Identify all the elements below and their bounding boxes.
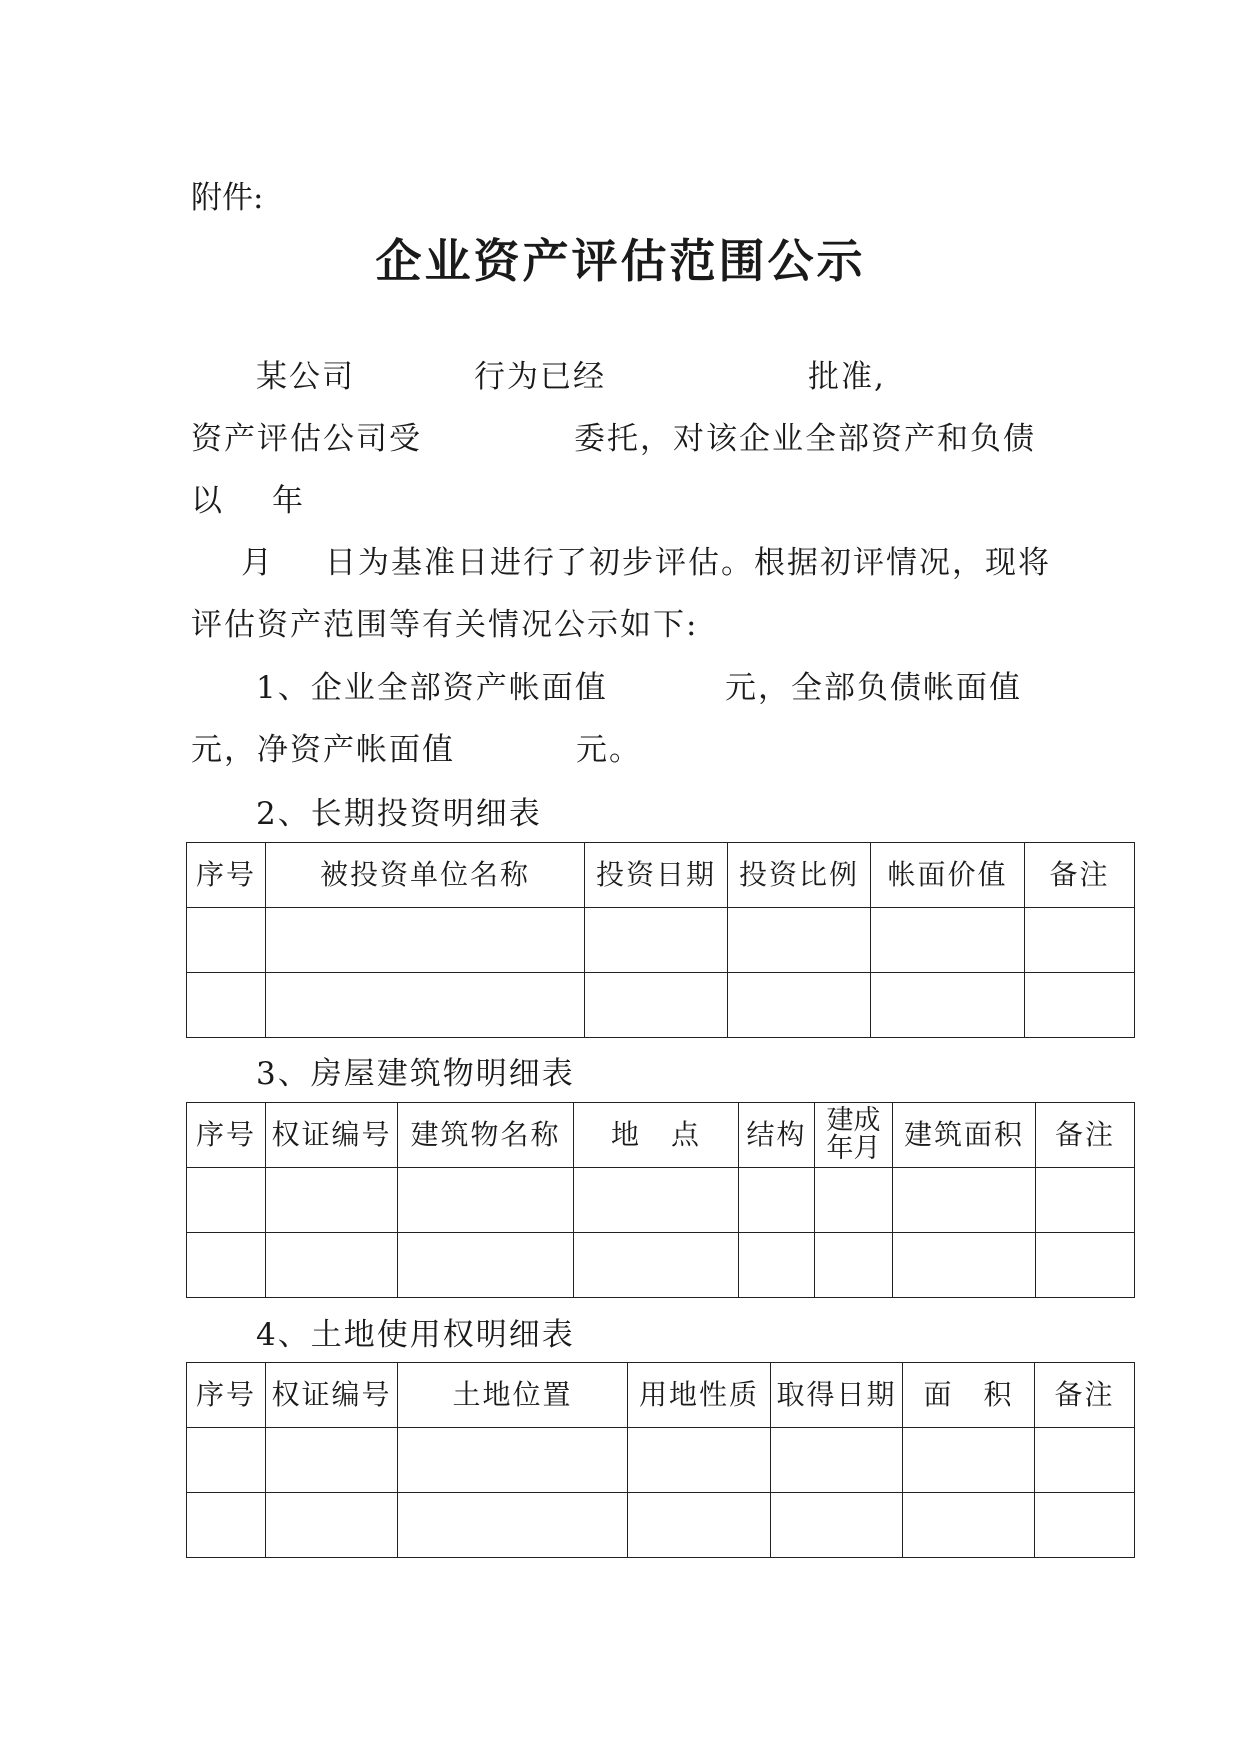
table-cell[interactable] bbox=[574, 1168, 739, 1233]
table-cell[interactable] bbox=[398, 1428, 628, 1493]
text-net-assets: 元，净资产帐面值 bbox=[191, 732, 455, 768]
table-row bbox=[187, 1233, 1135, 1298]
header-cell: 投资日期 bbox=[585, 843, 728, 908]
table-cell[interactable] bbox=[893, 1233, 1036, 1298]
table-cell[interactable] bbox=[815, 1233, 893, 1298]
buildings-table-caption: 3、房屋建筑物明细表 bbox=[256, 1056, 575, 1092]
table-cell[interactable] bbox=[187, 1233, 266, 1298]
table-cell[interactable] bbox=[871, 908, 1025, 973]
text-appraisal-company: 资产评估公司受 bbox=[191, 421, 422, 457]
table-cell[interactable] bbox=[728, 973, 871, 1038]
header-cell: 帐面价值 bbox=[871, 843, 1025, 908]
table-cell[interactable] bbox=[574, 1233, 739, 1298]
buildings-table bbox=[186, 1102, 1135, 1298]
header-cell: 投资比例 bbox=[728, 843, 871, 908]
document-title: 企业资产评估范围公示 bbox=[375, 234, 866, 288]
table-cell[interactable] bbox=[1035, 1428, 1135, 1493]
table-cell[interactable] bbox=[585, 973, 728, 1038]
table-cell[interactable] bbox=[893, 1168, 1036, 1233]
header-cell: 权证编号 bbox=[266, 1103, 398, 1168]
table-cell[interactable] bbox=[903, 1428, 1035, 1493]
table-row bbox=[187, 973, 1135, 1038]
text-month: 月 bbox=[241, 545, 274, 581]
investment-table-caption: 2、长期投资明细表 bbox=[256, 796, 542, 832]
header-cell: 结构 bbox=[739, 1103, 815, 1168]
header-built-line2: 年月 bbox=[826, 1133, 881, 1164]
header-cell: 面 积 bbox=[903, 1363, 1035, 1428]
table-cell[interactable] bbox=[1035, 1493, 1135, 1558]
table-cell[interactable] bbox=[187, 908, 266, 973]
table-cell[interactable] bbox=[1036, 1233, 1135, 1298]
text-total-assets: 1、企业全部资产帐面值 bbox=[256, 670, 608, 706]
land-table bbox=[186, 1362, 1135, 1558]
table-cell[interactable] bbox=[1025, 908, 1135, 973]
land-table-caption: 4、土地使用权明细表 bbox=[256, 1317, 575, 1353]
text-base-date: 日为基准日进行了初步评估。根据初评情况，现将 bbox=[325, 545, 1051, 581]
table-cell[interactable] bbox=[771, 1493, 903, 1558]
table-cell[interactable] bbox=[187, 1493, 266, 1558]
table-cell[interactable] bbox=[739, 1168, 815, 1233]
header-cell: 土地位置 bbox=[398, 1363, 628, 1428]
table-cell[interactable] bbox=[398, 1233, 574, 1298]
header-cell: 建筑物名称 bbox=[398, 1103, 574, 1168]
table-row bbox=[187, 1493, 1135, 1558]
table-cell[interactable] bbox=[1025, 973, 1135, 1038]
text-yuan: 元。 bbox=[576, 732, 642, 768]
table-cell[interactable] bbox=[771, 1428, 903, 1493]
text-approval: 批准, bbox=[808, 359, 886, 395]
text-total-liabilities: 元，全部负债帐面值 bbox=[725, 670, 1022, 706]
table-cell[interactable] bbox=[398, 1493, 628, 1558]
table-cell[interactable] bbox=[266, 973, 585, 1038]
header-cell: 备注 bbox=[1036, 1103, 1135, 1168]
text-disclosure: 评估资产范围等有关情况公示如下: bbox=[191, 607, 699, 643]
header-cell: 权证编号 bbox=[266, 1363, 398, 1428]
table-row bbox=[187, 908, 1135, 973]
header-cell: 序号 bbox=[187, 1363, 266, 1428]
table-cell[interactable] bbox=[871, 973, 1025, 1038]
text-year: 年 bbox=[272, 483, 305, 519]
table-cell[interactable] bbox=[266, 1233, 398, 1298]
text-with: 以 bbox=[191, 483, 224, 519]
table-cell[interactable] bbox=[728, 908, 871, 973]
table-cell[interactable] bbox=[398, 1168, 574, 1233]
investment-table bbox=[186, 842, 1135, 1038]
table-cell[interactable] bbox=[187, 1428, 266, 1493]
header-cell: 地 点 bbox=[574, 1103, 739, 1168]
text-entrusted: 委托，对该企业全部资产和负债 bbox=[574, 421, 1036, 457]
table-cell[interactable] bbox=[266, 1493, 398, 1558]
table-cell[interactable] bbox=[903, 1493, 1035, 1558]
header-cell: 序号 bbox=[187, 843, 266, 908]
header-cell: 建筑面积 bbox=[893, 1103, 1036, 1168]
header-cell-built-date bbox=[815, 1103, 893, 1168]
header-cell: 备注 bbox=[1025, 843, 1135, 908]
header-cell: 备注 bbox=[1035, 1363, 1135, 1428]
table-header-row bbox=[187, 843, 1135, 908]
table-cell[interactable] bbox=[815, 1168, 893, 1233]
text-company: 某公司 bbox=[256, 359, 355, 395]
table-cell[interactable] bbox=[266, 1168, 398, 1233]
header-cell: 取得日期 bbox=[771, 1363, 903, 1428]
table-cell[interactable] bbox=[266, 1428, 398, 1493]
table-cell[interactable] bbox=[628, 1493, 771, 1558]
header-cell: 序号 bbox=[187, 1103, 266, 1168]
header-cell: 用地性质 bbox=[628, 1363, 771, 1428]
attachment-label: 附件: bbox=[191, 180, 264, 216]
table-header-row bbox=[187, 1103, 1135, 1168]
table-cell[interactable] bbox=[187, 973, 266, 1038]
text-action-approved: 行为已经 bbox=[474, 359, 606, 395]
header-built-line1: 建成 bbox=[826, 1104, 881, 1136]
table-cell[interactable] bbox=[266, 908, 585, 973]
table-cell[interactable] bbox=[585, 908, 728, 973]
table-cell[interactable] bbox=[739, 1233, 815, 1298]
header-cell: 被投资单位名称 bbox=[266, 843, 585, 908]
table-row bbox=[187, 1168, 1135, 1233]
table-row bbox=[187, 1428, 1135, 1493]
table-header-row bbox=[187, 1363, 1135, 1428]
table-cell[interactable] bbox=[187, 1168, 266, 1233]
table-cell[interactable] bbox=[1036, 1168, 1135, 1233]
table-cell[interactable] bbox=[628, 1428, 771, 1493]
